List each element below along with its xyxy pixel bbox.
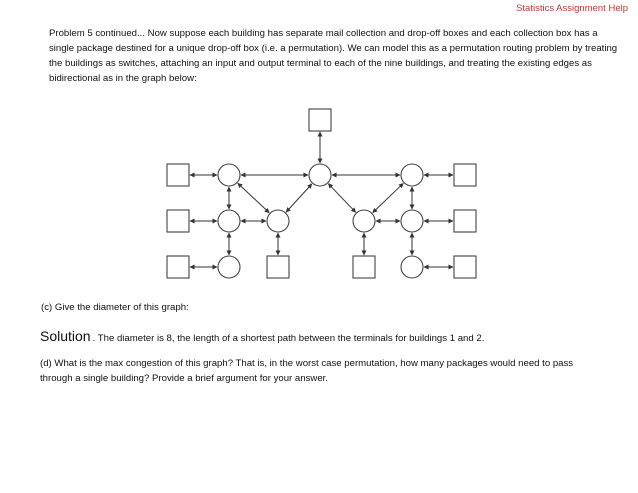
building-node [401, 210, 423, 232]
problem-statement: Problem 5 continued... Now suppose each building has separate mail collection and drop-off boxes and each collection box has a single package destined for a unique drop-off box (i.e. a permutation). We can model this as a permutation routing problem by treating the buildings as switches, attaching an input and output terminal to each of the nine buildings, and treating the existing edges as bidirectional as in the graph below: [49, 28, 618, 84]
solution-text: . The diameter is 8, the length of a shortest path between the terminals for buildings 1 and 2. [92, 333, 485, 344]
building-node [267, 210, 289, 232]
terminal-node [454, 256, 476, 278]
graph-nodes [167, 109, 476, 278]
building-node [218, 256, 240, 278]
graph-edge-b2-b5 [286, 184, 312, 212]
building-node [401, 256, 423, 278]
terminal-node [267, 256, 289, 278]
terminal-node [167, 164, 189, 186]
building-node [353, 210, 375, 232]
terminal-node [167, 256, 189, 278]
solution-label: Solution [40, 328, 91, 344]
part-c-question: (c) Give the diameter of this graph: [41, 302, 189, 313]
terminal-node [353, 256, 375, 278]
graph-edge-b3-b6 [373, 183, 404, 212]
graph-edge-b2-b6 [328, 184, 355, 213]
terminal-node [309, 109, 331, 131]
terminal-node [167, 210, 189, 232]
page-header-title: Statistics Assignment Help [516, 3, 628, 14]
building-node [218, 210, 240, 232]
building-node [309, 164, 331, 186]
terminal-node [454, 164, 476, 186]
solution-paragraph [40, 328, 484, 344]
part-d-question: (d) What is the max congestion of this graph? That is, in the worst case permutation, how many packages would need to pass through a single building? Provide a brief argument for your answer. [40, 358, 574, 384]
terminal-node [454, 210, 476, 232]
building-node [401, 164, 423, 186]
graph-edge-b1-b5 [238, 183, 270, 213]
graph-edges [190, 132, 453, 267]
building-node [218, 164, 240, 186]
